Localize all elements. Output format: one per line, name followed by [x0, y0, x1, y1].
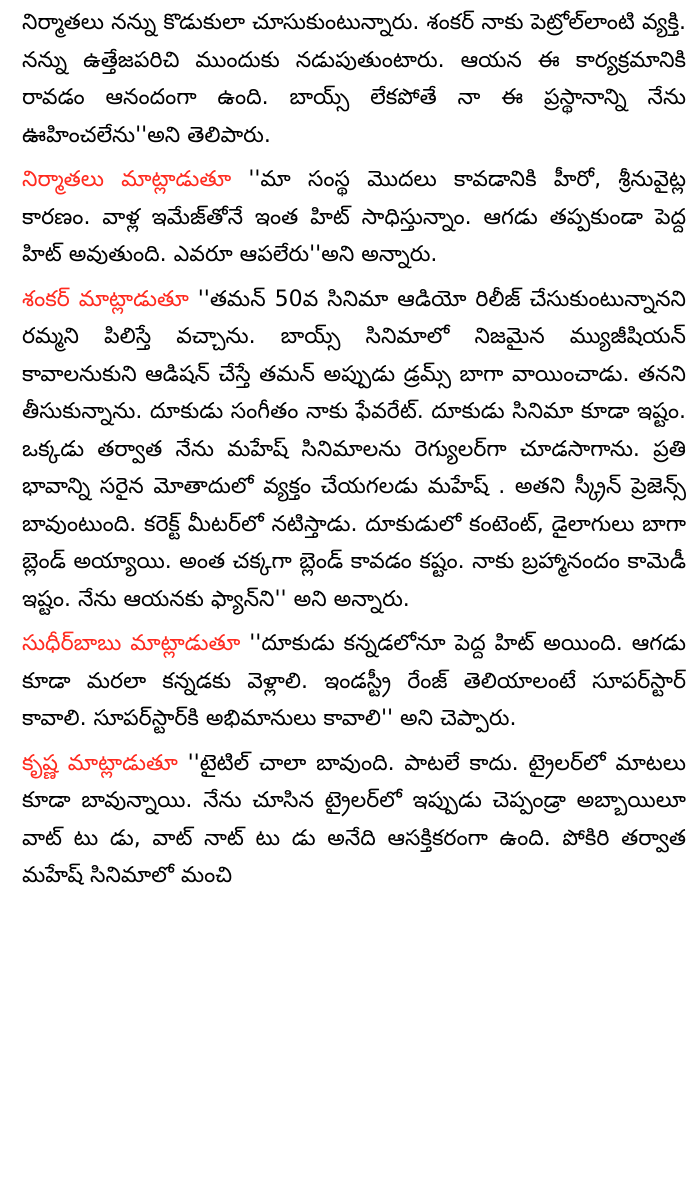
paragraph-sudheer-babu — [22, 625, 686, 738]
paragraph-text: ''టైటిల్ చాలా బావుంది. పాటలే కాదు. ట్రైలర్‌లో మాటలు కూడా బావున్నాయి. నేను చూసిన ట్రైలర్‌లో ఇప్పుడు చెప్పండ్రా అబ్బాయిలూ వాట్ టు డు, వాట్ నాట్ టు డు అనేది ఆసక్తికరంగా ఉంది. పోకిరి తర్వాత మహేష్ సినిమాలో మంచి — [22, 750, 686, 888]
paragraph-krishna — [22, 745, 686, 895]
speaker-label: సుధీర్‌బాబు మాట్లాడుతూ — [22, 631, 241, 656]
speaker-label: నిర్మాతలు మాట్లాడుతూ — [22, 167, 232, 192]
paragraph-producers — [22, 161, 686, 274]
paragraph-shankar — [22, 281, 686, 619]
speaker-label: కృష్ణ మాట్లాడుతూ — [22, 750, 178, 776]
paragraph-text: ''తమన్ 50వ సినిమా ఆడియో రిలీజ్ చేసుకుంటున్నానని రమ్మని పిలిస్తే వచ్చాను. బాయ్స్ సినిమాలో నిజమైన మ్యుజీషియన్ కావాలనుకుని ఆడిషన్ చేస్తే తమన్ అప్పుడు డ్రమ్స్ బాగా వాయించాడు. తనని తీసుకున్నాను. దూకుడు సంగీతం నాకు ఫేవరేట్. దూకుడు సినిమా కూడా ఇష్టం. ఒక్కడు తర్వాత నేను మహేష్ సినిమాలను రెగ్యులర్‌గా చూడసాగాను. ప్రతి భావాన్ని సరైన మోతాదులో వ్యక్తం చేయగలడు మహేష్ . అతని స్క్రీన్ ప్రెజెన్స్ బావుంటుంది. కరెక్ట్ మీటర్‌లో నటిస్తాడు. దూకుడులో కంటెంట్, డైలాగులు బాగా బ్లెండ్ అయ్యాయి. అంత చక్కగా బ్లెండ్ కావడం కష్టం. నాకు బ్రహ్మానందం కామెడీ ఇష్టం. నేను ఆయనకు ఫ్యాన్‌ని'' అని అన్నారు. — [22, 286, 686, 612]
paragraph-text: ''మా సంస్థ మొదలు కావడానికి హీరో, శ్రీనువైట్ల కారణం. వాళ్ల ఇమేజ్‌తోనే ఇంత హిట్ సాధిస్తున్నాం. ఆగడు తప్పకుండా పెద్ద హిట్ అవుతుంది. ఎవరూ ఆపలేరు''అని అన్నారు. — [22, 167, 686, 267]
paragraph-text: ''దూకుడు కన్నడలోనూ పెద్ద హిట్ అయింది. ఆగడు కూడా మరలా కన్నడకు వెళ్లాలి. ఇండస్ట్రీ రేంజ్ తెలియాలంటే సూపర్‌స్టార్ కావాలి. సూపర్‌స్టార్‌కి అభిమానులు కావాలి'' అని చెప్పారు. — [22, 631, 686, 731]
paragraph-intro-quote — [22, 4, 686, 154]
speaker-label: శంకర్ మాట్లాడుతూ — [22, 286, 189, 312]
paragraph-text: నిర్మాతలు నన్ను కొడుకులా చూసుకుంటున్నారు. శంకర్ నాకు పెట్రోల్‌లాంటి వ్యక్తి. నన్ను ఉత్తేజపరిచి ముందుకు నడుపుతుంటారు. ఆయన ఈ కార్యక్రమానికి రావడం ఆనందంగా ఉంది. బాయ్స్ లేకపోతే నా ఈ ప్రస్థానాన్ని నేను ఊహించలేను''అని తెలిపారు. — [22, 10, 686, 148]
